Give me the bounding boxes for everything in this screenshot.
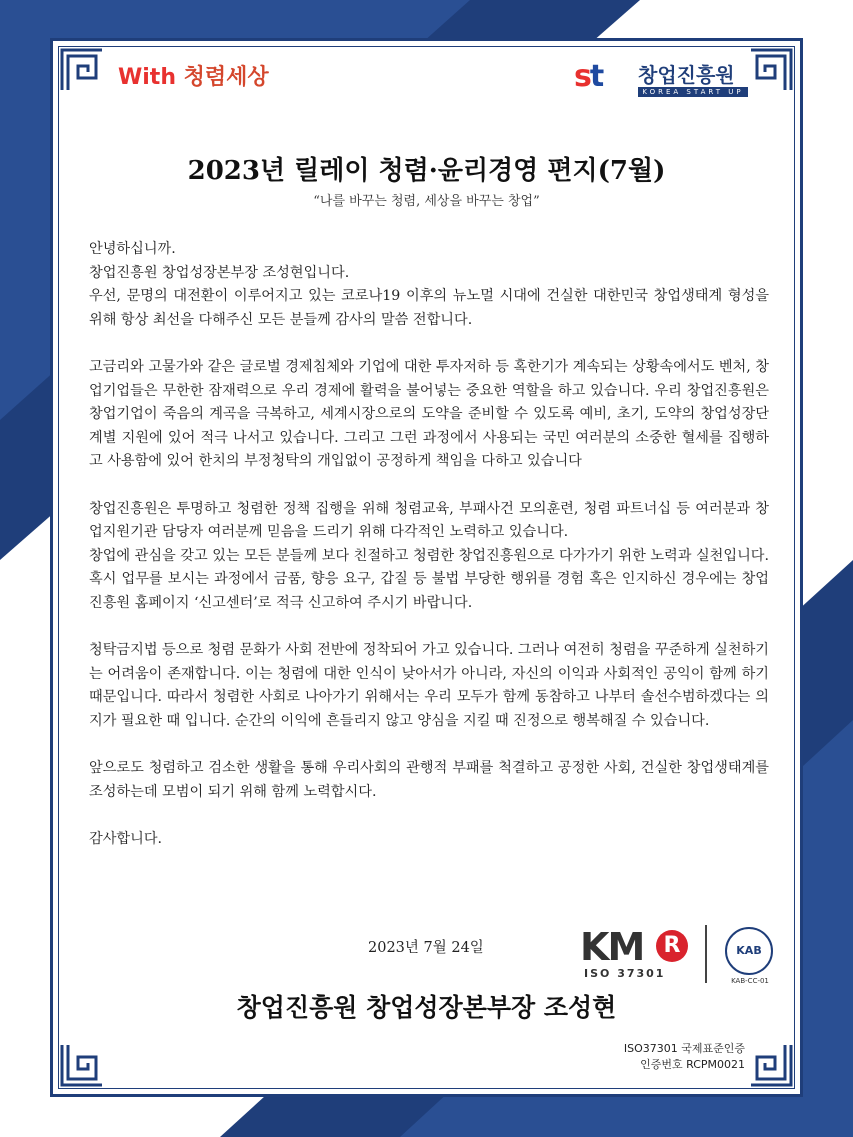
logo-integrity-text: 청렴세상 xyxy=(183,65,269,90)
corner-ornament-top-left xyxy=(60,48,104,92)
signature: 창업진흥원 창업성장본부장 조성현 xyxy=(236,993,617,1022)
letter-date: 2023년 7월 24일 xyxy=(368,940,484,956)
certification-info xyxy=(585,1041,745,1073)
corner-ornament-bottom-left xyxy=(60,1043,104,1087)
letter-body xyxy=(89,238,769,875)
kised-logo-sub: KOREA START UP xyxy=(638,87,748,97)
kmr-logo xyxy=(580,925,692,981)
letter-title: 2023년 릴레이 청렴·윤리경영 편지(7월) xyxy=(187,156,666,186)
corner-ornament-top-right xyxy=(749,48,793,92)
paragraph-economy: 고금리와 고물가와 같은 글로벌 경제침체와 기업에 대한 투자저하 등 혹한기가 계속되는 상황속에서도 벤처, 창업기업들은 무한한 잠재력으로 우리 경제에 활력을 불어넣는 중요한 역할을 하고 있습니다. 우리 창업진흥원은 창업기업이 죽음의 계곡을 극복하고, 세계시장으로의 도약을 준비할 수 있도록 예비, 초기, 도약의 창업성장단계별 지원에 있어 적극 나서고 있습니다. 그리고 그런 과정에서 사용되는 국민 여러분의 소중한 혈세를 집행하고 사용함에 있어 한치의 부정청탁의 개입없이 공정하게 책임을 다하고 있습니다 xyxy=(89,358,769,470)
logo-with-text: With xyxy=(118,65,176,90)
thanks: 감사합니다. xyxy=(89,830,163,847)
kmr-r-circle: R xyxy=(656,930,688,962)
paragraph-closing: 앞으로도 청렴하고 검소한 생활을 통해 우리사회의 관행적 부패를 척결하고 공정한 사회, 건실한 창업생태계를 조성하는데 모범이 되기 위해 함께 노력합시다. xyxy=(89,760,769,800)
paragraph-thanks: 우선, 문명의 대전환이 이루어지고 있는 코로나19 이후의 뉴노멀 시대에 건실한 대한민국 창업생태계 형성을 위해 항상 최선을 다해주신 모든 분들께 감사의 말씀 전합니다. xyxy=(89,288,769,328)
kab-seal xyxy=(719,925,781,987)
kised-logo-name: 창업진흥원 xyxy=(638,63,735,87)
paragraph-policy: 창업진흥원은 투명하고 청렴한 정책 집행을 위해 청렴교육, 부패사건 모의훈련, 청렴 파트너십 등 여러분과 창업지원기관 담당자 여러분께 믿음을 드리기 위해 다각적인 노력하고 있습니다. xyxy=(89,500,769,541)
cert-line-2: 인증번호 RCPM0021 xyxy=(640,1058,745,1071)
logo-divider xyxy=(705,925,707,983)
introduction: 창업진흥원 창업성장본부장 조성현입니다. xyxy=(89,264,350,281)
paragraph-culture: 청탁금지법 등으로 청렴 문화가 사회 전반에 정착되어 가고 있습니다. 그러나 여전히 청렴을 꾸준하게 실천하기는 어려움이 존재합니다. 이는 청렴에 대한 인식이 낮아서가 아니라, 자신의 이익과 사회적인 공익이 함께 하기 때문입니다. 따라서 청렴한 사회로 나아가기 위해서는 우리 모두가 함께 동참하고 나부터 솔선수범하겠다는 의지가 필요한 때 입니다. 순간의 이익에 흔들리지 않고 양심을 지킬 때 진정으로 행복해질 수 있습니다. xyxy=(89,642,769,729)
kised-logo xyxy=(574,57,749,101)
kab-text: KAB xyxy=(736,944,762,957)
kab-circle xyxy=(725,927,773,975)
cert-line-1: ISO37301 국제표준인증 xyxy=(623,1042,745,1055)
letter-subtitle: “나를 바꾸는 청렴, 세상을 바꾸는 창업” xyxy=(313,194,540,209)
greeting: 안녕하십니까. xyxy=(89,241,176,257)
kised-logo-mark: st xyxy=(574,59,603,94)
corner-ornament-bottom-right xyxy=(749,1043,793,1087)
kmr-letters: KM xyxy=(580,925,644,969)
kmr-iso-text: ISO 37301 xyxy=(584,967,666,980)
with-integrity-logo xyxy=(118,60,269,91)
paragraph-report: 창업에 관심을 갖고 있는 모든 분들께 보다 친절하고 청렴한 창업진흥원으로 다가가기 위한 노력과 실천입니다. 혹시 업무를 보시는 과정에서 금품, 향응 요구, 갑질 등 불법 부당한 행위를 경험 혹은 인지하신 경우에는 창업진흥원 홈페이지 ‘신고센터’로 적극 신고하여 주시기 바랍니다. xyxy=(89,547,769,611)
kab-code: KAB-CC-01 xyxy=(731,977,769,985)
